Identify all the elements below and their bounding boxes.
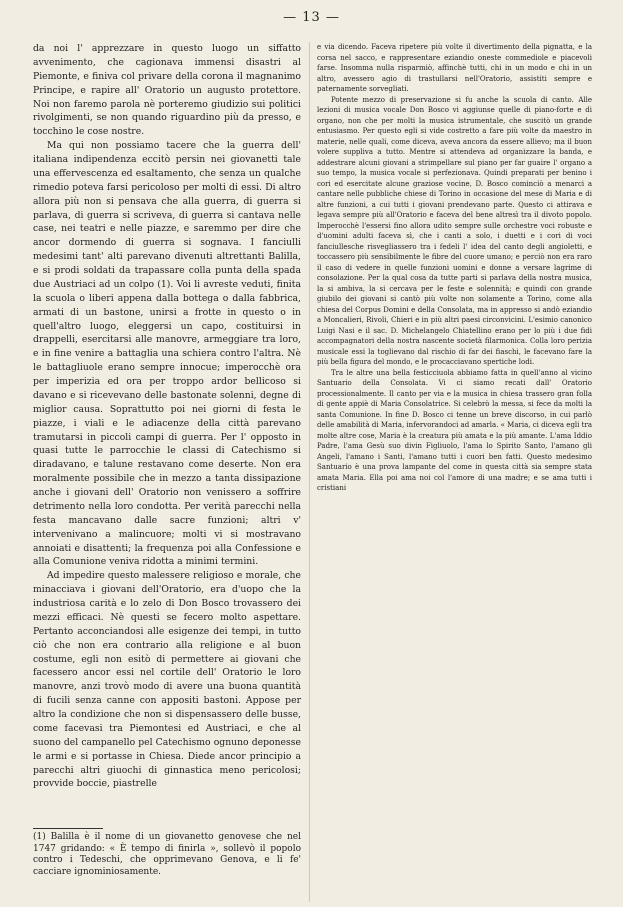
left-column bbox=[33, 42, 301, 822]
column-divider bbox=[309, 42, 310, 902]
right-column bbox=[317, 42, 592, 907]
paragraph: da noi l' apprezzare in questo luogo un siffatto avvenimento, che cagionava immensi disastri al Piemonte, e finiva col privare della corona il magnanimo Principe, e rapire all' Oratorio un augusto protettore. Noi non faremo parola nè porteremo giudizio sui politici rivolgimenti, se non quando riguardino più da presso, e tocchino le cose nostre. bbox=[33, 43, 301, 138]
paragraph: Potente mezzo di preservazione si fu anche la scuola di canto. Alle lezioni di musica vocale Don Bosco vi aggiunse quelle di piano-forte e di organo, non che per molti la musica istrumentale, che suscitò un grande entusiasmo. Per questo egli si vide costretto a fare più volte da maestro in materie, nelle quali, come diceva, aveva ancora da essere allievo; ma il buon volere suppliva a tutto. Mentre si attendeva ad organizzare la banda, e addestrare alcuni giovani a strimpellare sul piano per far guaire l' organo a suo tempo, la musica vocale si perfezionava. Quindi preparati per benino i cori ed esercitate alcune graziose vocine, D. Bosco cominciò a menarci a cantare nelle pubbliche chiese di Torino in occasione del mese di Maria e di altre funzioni, a cui tutti i giovani prendevano parte. Questo ci attirava e legava sempre più all'Oratorio e faceva del bene altresì tra il divoto popolo. Imperocchè l'essersi fino allora udito sempre sulle orchestre voci robuste e d'uomini adulti faceva sì, che i canti a solo, i duetti e i cori di voci fanciullesche risvegliassero tra i fedeli l' idea del canto degli angioletti, e toccassero più sensibilmente le fibre del cuore umano; e perciò non era raro il caso di vedere in quelle funzioni uomini e donne a versare lagrime di consolazione. Per la qual cosa da tutte parti si parlava della nostra musica, la si ambiva, la si cercava per le feste e solennità; e quindi con grande giubilo dei giovani si cantò più volte non solamente a Torino, come alla chiesa del Corpus Domini e della Consolata, ma in appresso si andò eziandio a Moncalieri, Rivoli, Chieri e in più altri paesi circonvicini. L'esimio canonico Luigi Nasi e il sac. D. Michelangelo Chiatellino erano per lo più i due fidi accompagnatori della nostra nascente società filarmonica. Colla loro perizia musicale essi la toglievano dal rischio di far dei fiaschi, le facevano fare la più bella figura del mondo, e le procacciavano spertiche lodi. bbox=[317, 95, 592, 366]
footnote: (1) Balilla è il nome di un giovanetto genovese che nel 1747 gridando: « È tempo di finirla », sollevò il popolo contro i Tedeschi, che opprimevano Genova, e li fe' cacciare ignominiosamente. bbox=[33, 832, 301, 878]
footnote-rule bbox=[33, 828, 103, 829]
paragraph: Tra le altre una bella festicciuola abbiamo fatta in quell'anno al vicino Santuario della Consolata. Vi ci siamo recati dall' Oratorio processionalmente. Il canto per via e la musica in chiesa trassero gran folla di gente appiè di Maria Consolatrice. Si celebrò la messa, si fece da molti la santa Comunione. In fine D. Bosco ci tenne un breve discorso, in cui parlò delle amabilità di Maria, infervorandoci ad amarla. « Maria, ci diceva egli tra molte altre cose, Maria è la creatura più amata e la più amante. L'ama Iddio Padre, l'ama Gesù suo divin Figliuolo, l'ama lo Spirito Santo, l'amano gli Angeli, l'amano i Santi, l'amano tutti i cuori ben fatti. Questo medesimo Santuario è una prova lampante del come in questa città sia sempre stata amata Maria. Ella poi ama noi col l'amore di una madre; e se ama tutti i cristiani bbox=[317, 368, 592, 492]
paragraph: Ad impedire questo malessere religioso e morale, che minacciava i giovani dell'Oratorio, era d'uopo che la industriosa carità e lo zelo di Don Bosco trovassero dei mezzi efficaci. Nè questi se fecero molto aspettare. Pertanto acconciandosi alle esigenze dei tempi, in tutto ciò che non era contrario alla religione e al buon costume, egli non esitò di permettere ai giovani che facessero ancor essi nel cortile dell' Oratorio le loro manovre, anzi trovò modo di avere una buona quantità di fucili senza canne con appositi bastoni. Appose per altro la condizione che non si dispensassero delle busse, come facevasi tra Piemontesi ed Austriaci, e che al suono del campanello pel Catechismo ognuno deponesse le armi e si portasse in Chiesa. Diede ancor principio a parecchi altri giuochi di ginnastica meno pericolosi; provvide boccie, piastrelle bbox=[33, 570, 301, 790]
page-number: — 13 — bbox=[283, 10, 340, 25]
paragraph: e via dicendo. Faceva ripetere più volte il divertimento della pignatta, e la corsa nel sacco, e rappresentare eziandio oneste commediole e piacevoli farse. Insomma nulla risparmiò, affinchè tutti, chi in un modo e chi in un altro, avessero agio di trastullarsi nell'Oratorio, assistiti sempre e paternamente sorvegliati. bbox=[317, 43, 592, 93]
paragraph: Ma qui non possiamo tacere che la guerra dell' italiana indipendenza eccitò persin nei giovanetti tale una effervescenza ed esaltamento, che senza un qualche rimedio poteva farsi pericoloso per molti di essi. Di altro allora più non si pensava che alla guerra, di guerra si parlava, di guerra si scriveva, di guerra si cantava nelle case, nei teatri e nelle piazze, e saremmo per dire che ancor dormendo di guerra si sognava. I fanciulli medesimi tant' alti parevano divenuti altrettanti Balilla, e si prodi soldati da trapassare colla punta della spada due Austriaci ad un colpo (1). Voi li avreste veduti, finita la scuola o liberi appena dalla bottega o dalla fabbrica, armati di un bastone, unirsi a frotte in questo o in quell'altro luogo, eleggersi un capo, costituirsi in drappelli, esercitarsi alle manovre, armeggiare tra loro, e in fine venire a battaglia una schiera contro l'altra. Nè le battagliuole erano sempre innocue; imperocchè ora per imperizia ed ora per troppo ardor bellicoso si davano e si ricevevano delle bastonate solenni, degne di miglior causa. Soprattutto poi nei giorni di festa le piazze, i viali e le adiacenze della città parevano tramutarsi in piccoli campi di guerra. Per l' opposto in quasi tutte le parrocchie le classi di Catechismo si diradavano, e talune restavano come deserte. Non era moralmente possibile che in mezzo a tanta dissipazione anche i giovani dell' Oratorio non venissero a soffrire detrimento nella loro condotta. Per verità parecchi nella festa mancavano dalle sacre funzioni; altri v' intervenivano a malincuore; molti vi si mostravano annoiati e disattenti; la frequenza poi alla Confessione e alla Comunione veniva ridotta a minimi termini. bbox=[33, 140, 301, 568]
